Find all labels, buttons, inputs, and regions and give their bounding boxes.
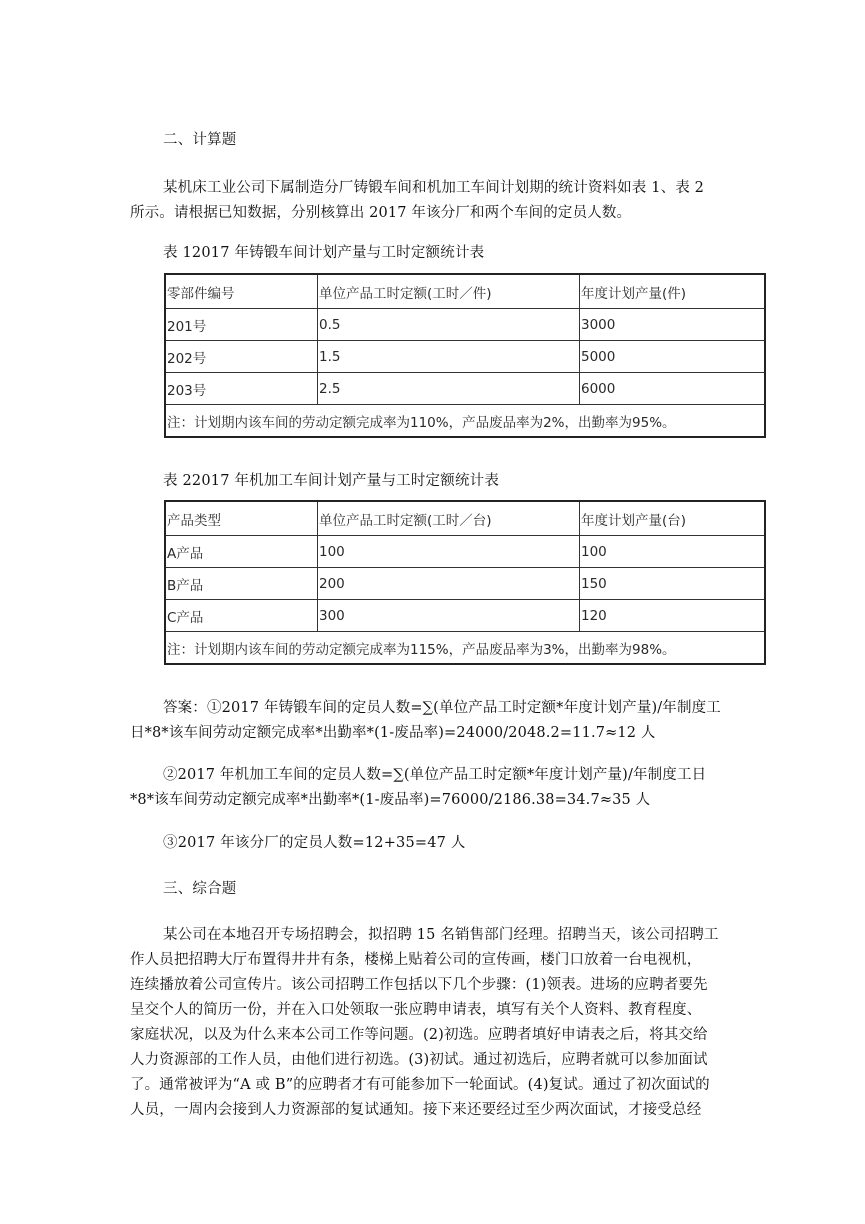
table-row — [165, 309, 765, 341]
table-row — [165, 341, 765, 373]
answer-1-line-2: 日*8*该车间劳动定额完成率*出勤率*(1-废品率)=24000/2048.2=11.7≈12 人 — [130, 725, 656, 741]
intro-line-1: 某机床工业公司下属制造分厂铸锻车间和机加工车间计划期的统计资料如表 1、表 2 — [163, 180, 705, 196]
table-header-cell: 零部件编号 — [165, 274, 318, 309]
table-row — [165, 536, 765, 568]
table-note-row — [165, 632, 765, 665]
table-cell: 201号 — [165, 309, 318, 341]
table-header-cell: 产品类型 — [165, 501, 318, 536]
table-cell: 100 — [318, 536, 580, 568]
table-cell: 200 — [318, 568, 580, 600]
case-line: 作人员把招聘大厅布置得井井有条，楼梯上贴着公司的宣传画，楼门口放着一台电视机， — [130, 952, 702, 968]
table-cell: C产品 — [165, 600, 318, 632]
table-cell: B产品 — [165, 568, 318, 600]
answer-2-line-1: ②2017 年机加工车间的定员人数=∑(单位产品工时定额*年度计划产量)/年制度工日 — [163, 767, 707, 783]
table-header-cell: 年度计划产量(台) — [580, 501, 766, 536]
case-line: 连续播放着公司宣传片。该公司招聘工作包括以下几个步骤：(1)领表。进场的应聘者要先 — [130, 977, 708, 993]
answer-1 — [130, 696, 741, 746]
table-row — [165, 568, 765, 600]
answer-3: ③2017 年该分厂的定员人数=12+35=47 人 — [163, 835, 466, 851]
table2-caption: 表 22017 年机加工车间计划产量与工时定额统计表 — [163, 473, 500, 489]
section-heading-calculation: 二、计算题 — [163, 132, 237, 148]
table-cell: 2.5 — [318, 373, 580, 405]
table-row — [165, 600, 765, 632]
case-line: 家庭状况，以及为什么来本公司工作等问题。(2)初选。应聘者填好申请表之后，将其交给 — [130, 1027, 708, 1043]
table-cell: 6000 — [580, 373, 766, 405]
intro-line-2: 所示。请根据已知数据，分别核算出 2017 年该分厂和两个车间的定员人数。 — [130, 205, 632, 221]
case-line: 某公司在本地召开专场招聘会，拟招聘 15 名销售部门经理。招聘当天，该公司招聘工 — [163, 927, 719, 943]
case-paragraph — [130, 923, 741, 1123]
table-cell: 0.5 — [318, 309, 580, 341]
table-cell: 3000 — [580, 309, 766, 341]
table-note: 注：计划期内该车间的劳动定额完成率为115%，产品废品率为3%，出勤率为98%。 — [165, 632, 765, 665]
table2-machining — [164, 500, 766, 665]
table-note: 注：计划期内该车间的劳动定额完成率为110%，产品废品率为2%，出勤率为95%。 — [165, 405, 765, 438]
question-intro — [130, 176, 741, 226]
table1-caption: 表 12017 年铸锻车间计划产量与工时定额统计表 — [163, 245, 485, 261]
table-row — [165, 373, 765, 405]
case-line: 人力资源部的工作人员，由他们进行初选。(3)初试。通过初选后，应聘者就可以参加面试 — [130, 1052, 708, 1068]
answer-1-line-1: 答案：①2017 年铸锻车间的定员人数=∑(单位产品工时定额*年度计划产量)/年制度工 — [163, 700, 721, 716]
table-header-cell: 单位产品工时定额(工时／件) — [318, 274, 580, 309]
table-header-cell: 年度计划产量(件) — [580, 274, 766, 309]
table-cell: 5000 — [580, 341, 766, 373]
table1-casting-forging — [164, 273, 766, 438]
answer-2 — [130, 763, 741, 813]
table-note-row — [165, 405, 765, 438]
table-cell: 1.5 — [318, 341, 580, 373]
table-cell: 202号 — [165, 341, 318, 373]
table-cell: 150 — [580, 568, 766, 600]
case-line: 呈交个人的简历一份，并在入口处领取一张应聘申请表，填写有关个人资料、教育程度、 — [130, 1002, 702, 1018]
section-heading-comprehensive: 三、综合题 — [163, 881, 237, 897]
table-cell: 100 — [580, 536, 766, 568]
table-header-row — [165, 501, 765, 536]
answer-2-line-2: *8*该车间劳动定额完成率*出勤率*(1-废品率)=76000/2186.38=34.7≈35 人 — [130, 792, 651, 808]
table-cell: 203号 — [165, 373, 318, 405]
table-cell: 120 — [580, 600, 766, 632]
table-cell: A产品 — [165, 536, 318, 568]
table-header-cell: 单位产品工时定额(工时／台) — [318, 501, 580, 536]
case-line: 了。通常被评为“A 或 B”的应聘者才有可能参加下一轮面试。(4)复试。通过了初次面试的 — [130, 1077, 710, 1093]
table-cell: 300 — [318, 600, 580, 632]
table-header-row — [165, 274, 765, 309]
case-line: 人员，一周内会接到人力资源部的复试通知。接下来还要经过至少两次面试，才接受总经 — [130, 1102, 702, 1118]
